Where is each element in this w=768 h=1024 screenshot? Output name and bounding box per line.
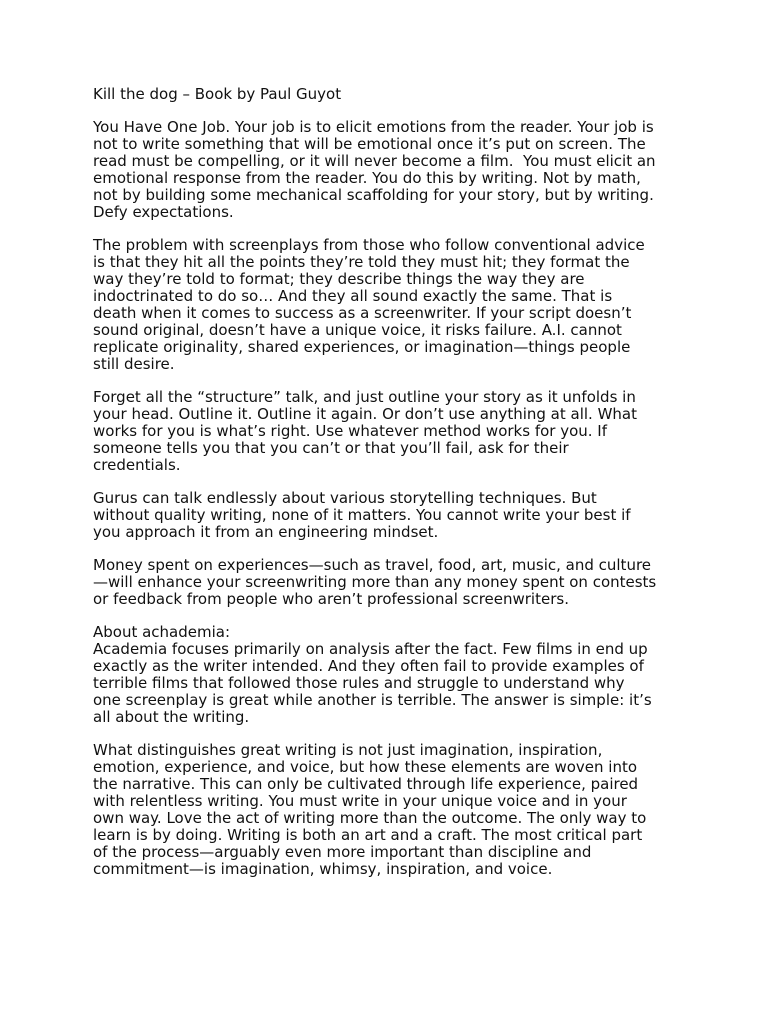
paragraph-gurus [93,490,683,541]
text-line: of the process—arguably even more important than discipline and [93,843,592,861]
text-line: emotion, experience, and voice, but how these elements are woven into [93,758,638,776]
text-line: all about the writing. [93,708,250,726]
document-title: Kill the dog – Book by Paul Guyot [93,85,342,103]
section-heading: About achademia: [93,623,231,641]
text-line: The problem with screenplays from those who follow conventional advice [93,236,645,254]
text-line: indoctrinated to do so… And they all sound exactly the same. That is [93,287,613,305]
text-line: commitment—is imagination, whimsy, inspiration, and voice. [93,860,553,878]
text-line: Gurus can talk endlessly about various storytelling techniques. But [93,489,597,507]
text-line: replicate originality, shared experiences, or imagination—things people [93,338,631,356]
text-line: or feedback from people who aren’t professional screenwriters. [93,590,569,608]
text-line: terrible films that followed those rules and struggle to understand why [93,674,625,692]
paragraph-structure [93,389,683,474]
text-line: emotional response from the reader. You do this by writing. Not by math, [93,169,641,187]
text-line: someone tells you that you can’t or that you’ll fail, ask for their [93,439,569,457]
text-line: Forget all the “structure” talk, and just outline your story as it unfolds in [93,388,636,406]
text-line: —will enhance your screenwriting more than any money spent on contests [93,573,657,591]
text-line: Money spent on experiences—such as travel, food, art, music, and culture [93,556,652,574]
text-line: works for you is what’s right. Use whatever method works for you. If [93,422,608,440]
text-line: credentials. [93,456,181,474]
document-page [93,86,683,894]
text-line: the narrative. This can only be cultivated through life experience, paired [93,775,639,793]
text-line: not by building some mechanical scaffolding for your story, but by writing. [93,186,654,204]
paragraph-money [93,557,683,608]
text-line: with relentless writing. You must write in your unique voice and in your [93,792,627,810]
paragraph-great-writing [93,742,683,878]
paragraph-one-job [93,119,683,221]
paragraph-conventional-advice [93,237,683,373]
text-line: Academia focuses primarily on analysis after the fact. Few films in end up [93,640,648,658]
text-line: your head. Outline it. Outline it again. Or don’t use anything at all. What [93,405,637,423]
text-line: own way. Love the act of writing more than the outcome. The only way to [93,809,647,827]
text-line: Defy expectations. [93,203,234,221]
text-line: death when it comes to success as a screenwriter. If your script doesn’t [93,304,632,322]
text-line: learn is by doing. Writing is both an art and a craft. The most critical part [93,826,643,844]
text-line: still desire. [93,355,175,373]
text-line: What distinguishes great writing is not just imagination, inspiration, [93,741,603,759]
text-line: read must be compelling, or it will never become a film. You must elicit an [93,152,656,170]
text-line: sound original, doesn’t have a unique voice, it risks failure. A.I. cannot [93,321,622,339]
text-line: is that they hit all the points they’re told they must hit; they format the [93,253,630,271]
text-line: you approach it from an engineering mindset. [93,523,439,541]
text-line: exactly as the writer intended. And they often fail to provide examples of [93,657,644,675]
text-line: way they’re told to format; they describe things the way they are [93,270,585,288]
text-line: You Have One Job. Your job is to elicit emotions from the reader. Your job is [93,118,654,136]
text-line: without quality writing, none of it matters. You cannot write your best if [93,506,631,524]
text-line: one screenplay is great while another is terrible. The answer is simple: it’s [93,691,652,709]
paragraph-academia [93,641,683,726]
text-line: not to write something that will be emotional once it’s put on screen. The [93,135,646,153]
